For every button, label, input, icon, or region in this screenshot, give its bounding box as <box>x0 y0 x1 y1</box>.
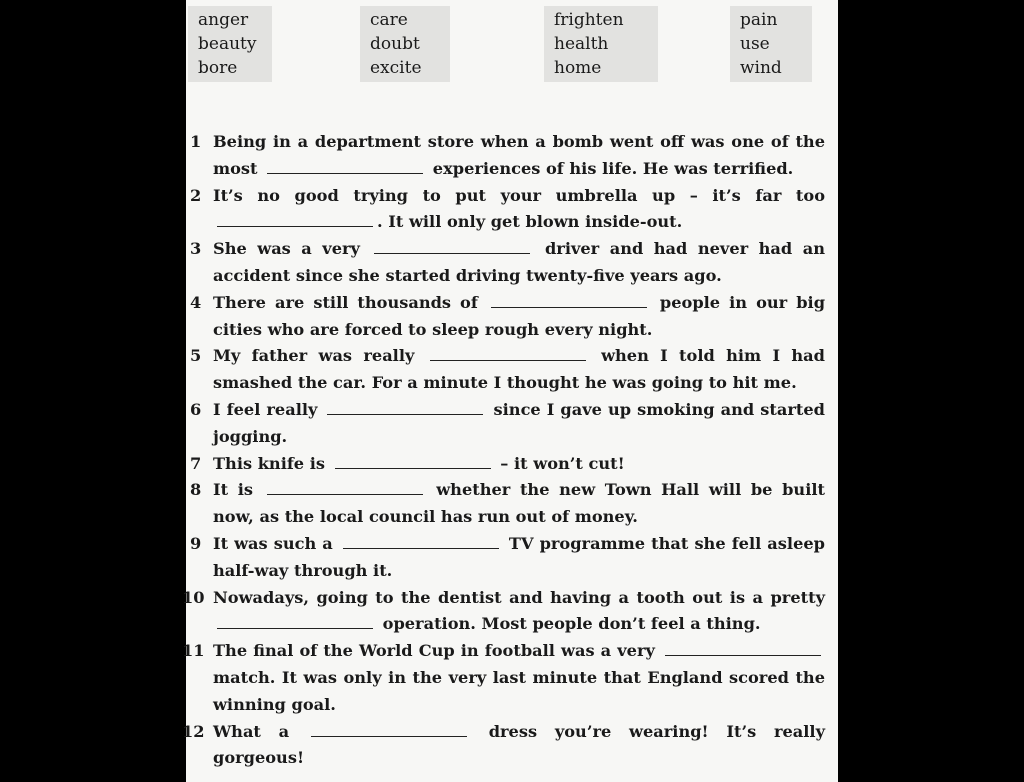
answer-blank[interactable] <box>430 346 586 361</box>
answer-blank[interactable] <box>491 293 647 308</box>
exercise-item <box>186 343 825 397</box>
item-text-before: Nowadays, going to the dentist and having a tooth out is a pretty <box>213 587 825 607</box>
answer-blank[interactable] <box>335 454 491 469</box>
exercise-item <box>186 531 825 585</box>
item-text-before: It’s no good trying to put your umbrella up – it’s far too <box>213 185 825 205</box>
item-number: 4 <box>190 292 202 312</box>
item-text-before: Being in a department store when a bomb went off was one of the most <box>213 132 825 178</box>
item-text-before: It was such a <box>213 533 333 553</box>
answer-blank[interactable] <box>665 641 821 656</box>
answer-blank[interactable] <box>343 534 499 549</box>
word-bank-word: frighten <box>554 10 624 30</box>
item-text-after: driver and had never had an accident since she started driving twenty-five years ago. <box>213 239 826 285</box>
worksheet-page <box>182 0 838 782</box>
item-text-after: match. It was only in the very last minute that England scored the winning goal. <box>213 667 825 714</box>
item-text-after: whether the new Town Hall will be built now, as the local council has run out of money. <box>213 480 825 527</box>
item-text-after: experiences of his life. He was terrified. <box>432 158 794 178</box>
word-bank-column-4 <box>730 6 812 82</box>
word-bank-column-2 <box>360 6 450 82</box>
item-number: 9 <box>190 533 202 553</box>
item-number: 1 <box>190 132 202 151</box>
word-bank-word: home <box>554 58 602 78</box>
word-bank-word: use <box>740 34 770 54</box>
word-bank-word: excite <box>370 58 422 78</box>
item-number: 7 <box>190 453 202 473</box>
word-bank-word: pain <box>740 10 778 30</box>
item-number: 11 <box>182 641 205 661</box>
answer-blank[interactable] <box>327 400 483 415</box>
word-bank-word: anger <box>198 10 249 30</box>
item-text-before: She was a very <box>213 239 360 259</box>
exercise-item <box>186 290 825 344</box>
item-number: 6 <box>190 399 202 419</box>
exercise-item <box>186 477 825 531</box>
item-text-before: What a <box>213 721 290 741</box>
item-text-after: . It will only get blown inside-out. <box>377 212 683 232</box>
item-text-before: The final of the World Cup in football was a very <box>213 641 655 661</box>
item-number: 12 <box>182 721 205 741</box>
item-text-after: when I told him I had smashed the car. For a minute I thought he was going to hit me. <box>213 346 825 393</box>
item-number: 10 <box>182 587 205 607</box>
word-bank-word: care <box>370 10 408 30</box>
item-text-after: people in our big cities who are forced to sleep rough every night. <box>213 292 826 339</box>
exercise-item <box>186 236 825 290</box>
item-number: 2 <box>190 185 202 205</box>
exercise-item <box>186 451 825 478</box>
answer-blank[interactable] <box>267 480 423 495</box>
item-text-after: since I gave up smoking and started jogging. <box>213 399 826 446</box>
answer-blank[interactable] <box>374 239 530 254</box>
item-number: 5 <box>190 346 202 366</box>
answer-blank[interactable] <box>267 159 423 174</box>
exercise-item <box>186 397 825 451</box>
item-text-before: My father was really <box>213 346 415 366</box>
word-bank-word: bore <box>198 58 238 78</box>
item-text-before: There are still thousands of <box>213 292 478 312</box>
item-number: 8 <box>190 480 202 500</box>
answer-blank[interactable] <box>217 614 373 629</box>
exercise-item <box>186 129 825 183</box>
item-text-after: dress you’re wearing! It’s really gorgeous! <box>213 721 825 768</box>
word-bank-column-1 <box>188 6 272 82</box>
exercise-item <box>182 638 825 718</box>
item-text-before: This knife is <box>213 453 326 473</box>
answer-blank[interactable] <box>217 212 373 227</box>
word-bank-word: beauty <box>198 34 257 54</box>
item-number: 3 <box>190 239 202 259</box>
answer-blank[interactable] <box>311 722 467 737</box>
exercise-item <box>182 585 825 639</box>
word-bank-column-3 <box>544 6 658 82</box>
word-bank-word: doubt <box>370 34 420 54</box>
exercise-item <box>186 183 825 237</box>
word-bank-word: health <box>554 34 609 54</box>
word-bank-word: wind <box>740 58 782 78</box>
item-text-after: TV programme that she fell asleep half-way through it. <box>213 533 825 580</box>
item-text-before: I feel really <box>213 399 318 419</box>
item-text-before: It is <box>213 480 253 500</box>
fill-in-exercise <box>182 129 838 772</box>
item-text-after: operation. Most people don’t feel a thing. <box>382 614 761 634</box>
item-text-after: – it won’t cut! <box>500 453 625 473</box>
exercise-item <box>182 719 825 773</box>
